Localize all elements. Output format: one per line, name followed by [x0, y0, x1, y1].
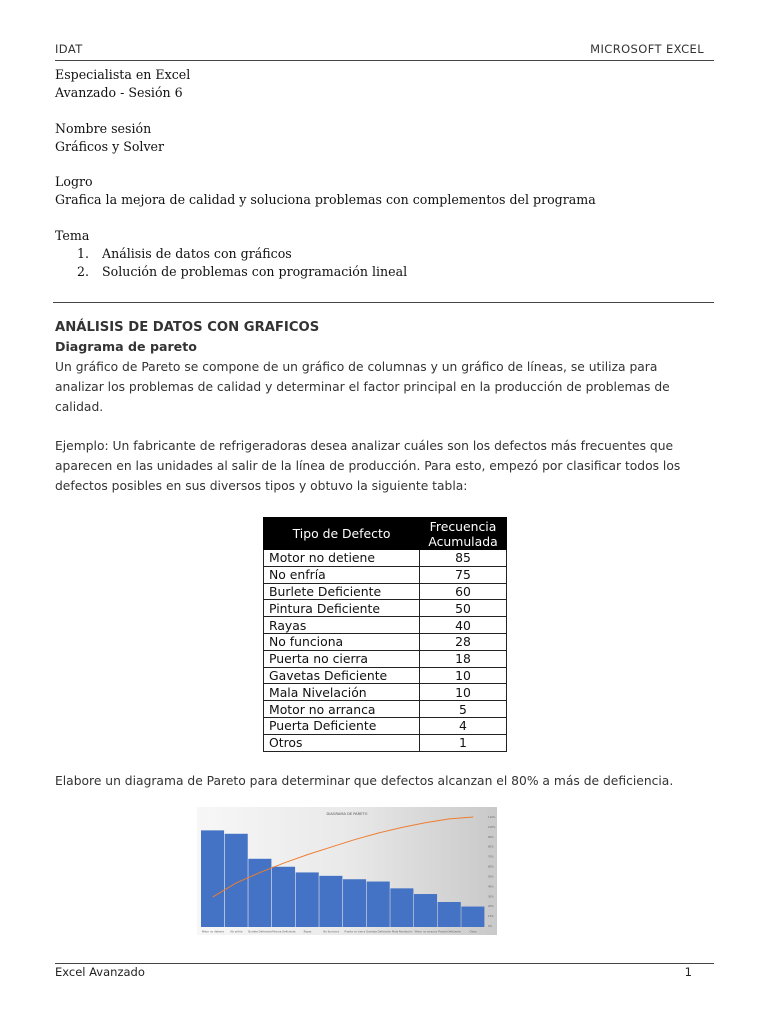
cell-frecuencia: 50 — [420, 600, 507, 617]
tema-item-number: 1. — [77, 246, 90, 261]
table-row — [264, 617, 507, 634]
cell-frecuencia: 4 — [420, 717, 507, 734]
table-row — [264, 566, 507, 583]
tema-item-text: Solución de problemas con programación lineal — [102, 264, 408, 279]
paragraph-line: defectos posibles en sus diversos tipos y obtuvo la siguiente tabla: — [55, 479, 468, 493]
x-tick-label: Pintura Deficiente — [272, 930, 296, 934]
header-left: IDAT — [55, 42, 83, 56]
footer-left: Excel Avanzado — [55, 965, 145, 979]
bar — [390, 888, 413, 927]
table-row — [264, 650, 507, 667]
course-title — [55, 66, 715, 102]
y2-tick-label: 20% — [488, 905, 494, 909]
logro-value: Grafica la mejora de calidad y soluciona problemas con complementos del programa — [55, 192, 596, 207]
x-tick-label: Puerta Deficiente — [438, 930, 461, 934]
paragraph-example — [55, 436, 714, 496]
cell-tipo: No enfría — [264, 566, 420, 583]
y2-tick-label: 100% — [488, 825, 496, 829]
x-tick-label: No funciona — [323, 930, 339, 934]
bar — [343, 879, 366, 927]
page-footer — [55, 963, 714, 979]
x-tick-label: Burlete Deficiente — [248, 930, 272, 934]
cell-frecuencia: 10 — [420, 684, 507, 701]
tema-item-number: 2. — [77, 264, 90, 279]
session-label: Nombre sesión — [55, 121, 152, 136]
x-tick-label: No enfría — [230, 930, 243, 934]
bar — [296, 872, 319, 927]
session-value: Gráficos y Solver — [55, 139, 165, 154]
logro-label: Logro — [55, 174, 93, 189]
paragraph-line: aparecen en las unidades al salir de la línea de producción. Para esto, empezó por clasificar todos los — [55, 459, 681, 473]
cell-tipo: Burlete Deficiente — [264, 583, 420, 600]
tema-item-text: Análisis de datos con gráficos — [102, 246, 292, 261]
x-tick-label: Gavetas Deficiente — [366, 930, 391, 934]
bar — [367, 882, 390, 927]
header-right: MICROSOFT EXCEL — [590, 42, 704, 56]
y2-tick-label: 80% — [488, 845, 494, 849]
table-row — [264, 717, 507, 734]
y2-tick-label: 110% — [488, 816, 496, 819]
tema-item — [55, 245, 715, 263]
paragraph-task: Elabore un diagrama de Pareto para determinar que defectos alcanzan el 80% a más de deficiencia. — [55, 774, 674, 788]
chart-title: DIAGRAMA DE PARETO — [326, 812, 368, 816]
x-tick-label: Motor no arranca — [414, 930, 437, 934]
cell-tipo: Rayas — [264, 617, 420, 634]
col-header-frecuencia-line2: Acumulada — [428, 533, 498, 549]
bar — [201, 830, 224, 927]
paragraph-line: calidad. — [55, 400, 104, 414]
cell-tipo: Puerta Deficiente — [264, 717, 420, 734]
cell-tipo: Pintura Deficiente — [264, 600, 420, 617]
col-header-frecuencia-line1: Frecuencia — [429, 518, 497, 534]
paragraph-line: Un gráfico de Pareto se compone de un gráfico de columnas y un gráfico de líneas, se utiliza para — [55, 360, 658, 374]
cell-tipo: Motor no detiene — [264, 550, 420, 567]
cell-frecuencia: 28 — [420, 633, 507, 650]
course-line-1: Especialista en Excel — [55, 67, 191, 82]
table-row — [264, 600, 507, 617]
bar — [225, 834, 248, 927]
bar — [414, 894, 437, 927]
cell-tipo: Puerta no cierra — [264, 650, 420, 667]
table-row — [264, 684, 507, 701]
course-line-2: Avanzado - Sesión 6 — [55, 85, 183, 100]
cell-frecuencia: 10 — [420, 667, 507, 684]
x-tick-label: Rayas — [303, 930, 312, 934]
bar — [272, 867, 295, 927]
x-tick-label: Puerta no cierra — [344, 930, 366, 934]
cell-frecuencia: 18 — [420, 650, 507, 667]
cell-tipo: Gavetas Deficiente — [264, 667, 420, 684]
cell-frecuencia: 1 — [420, 734, 507, 751]
table-row — [264, 701, 507, 718]
col-header-tipo: Tipo de Defecto — [264, 518, 420, 550]
y2-tick-label: 50% — [488, 875, 494, 879]
cell-frecuencia: 40 — [420, 617, 507, 634]
section-title: ANÁLISIS DE DATOS CON GRAFICOS — [55, 320, 320, 335]
section-subtitle: Diagrama de pareto — [55, 339, 197, 354]
tema-item — [55, 263, 715, 281]
y2-tick-label: 70% — [488, 855, 494, 859]
y2-tick-label: 40% — [488, 885, 494, 889]
logro-block — [55, 173, 715, 209]
x-tick-label: Otros — [469, 930, 477, 934]
cell-frecuencia: 60 — [420, 583, 507, 600]
paragraph-line: Ejemplo: Un fabricante de refrigeradoras desea analizar cuáles son los defectos más frecuentes que — [55, 439, 674, 453]
cell-tipo: Motor no arranca — [264, 701, 420, 718]
table-row — [264, 734, 507, 751]
table-row — [264, 550, 507, 567]
tema-label: Tema — [55, 228, 90, 243]
col-header-frecuencia — [420, 518, 507, 550]
x-tick-label: Mala Nivelación — [391, 930, 413, 934]
cell-frecuencia: 75 — [420, 566, 507, 583]
bar — [461, 907, 484, 927]
cell-tipo: No funciona — [264, 633, 420, 650]
cell-tipo: Mala Nivelación — [264, 684, 420, 701]
x-tick-label: Motor no detiene — [201, 930, 224, 934]
y2-tick-label: 30% — [488, 895, 494, 899]
page-number: 1 — [684, 965, 692, 979]
y2-tick-label: 10% — [488, 915, 494, 919]
y2-tick-label: 90% — [488, 835, 494, 839]
table-row — [264, 667, 507, 684]
pareto-chart-svg — [197, 807, 497, 935]
table-row — [264, 583, 507, 600]
cell-tipo: Otros — [264, 734, 420, 751]
section-divider — [53, 302, 714, 303]
session-block — [55, 120, 715, 156]
cell-frecuencia: 5 — [420, 701, 507, 718]
page-header — [55, 42, 714, 61]
pareto-chart — [197, 807, 497, 935]
bar — [319, 876, 342, 927]
paragraph-line: analizar los problemas de calidad y determinar el factor principal en la producción de problemas de — [55, 380, 670, 394]
y2-tick-label: 60% — [488, 865, 494, 869]
paragraph-intro — [55, 357, 714, 417]
bar — [438, 902, 461, 927]
y2-tick-label: 0% — [488, 925, 493, 928]
table-header-row — [264, 518, 507, 550]
defects-table — [263, 517, 507, 752]
tema-block — [55, 227, 715, 281]
cell-frecuencia: 85 — [420, 550, 507, 567]
table-body — [264, 550, 507, 752]
table-row — [264, 633, 507, 650]
